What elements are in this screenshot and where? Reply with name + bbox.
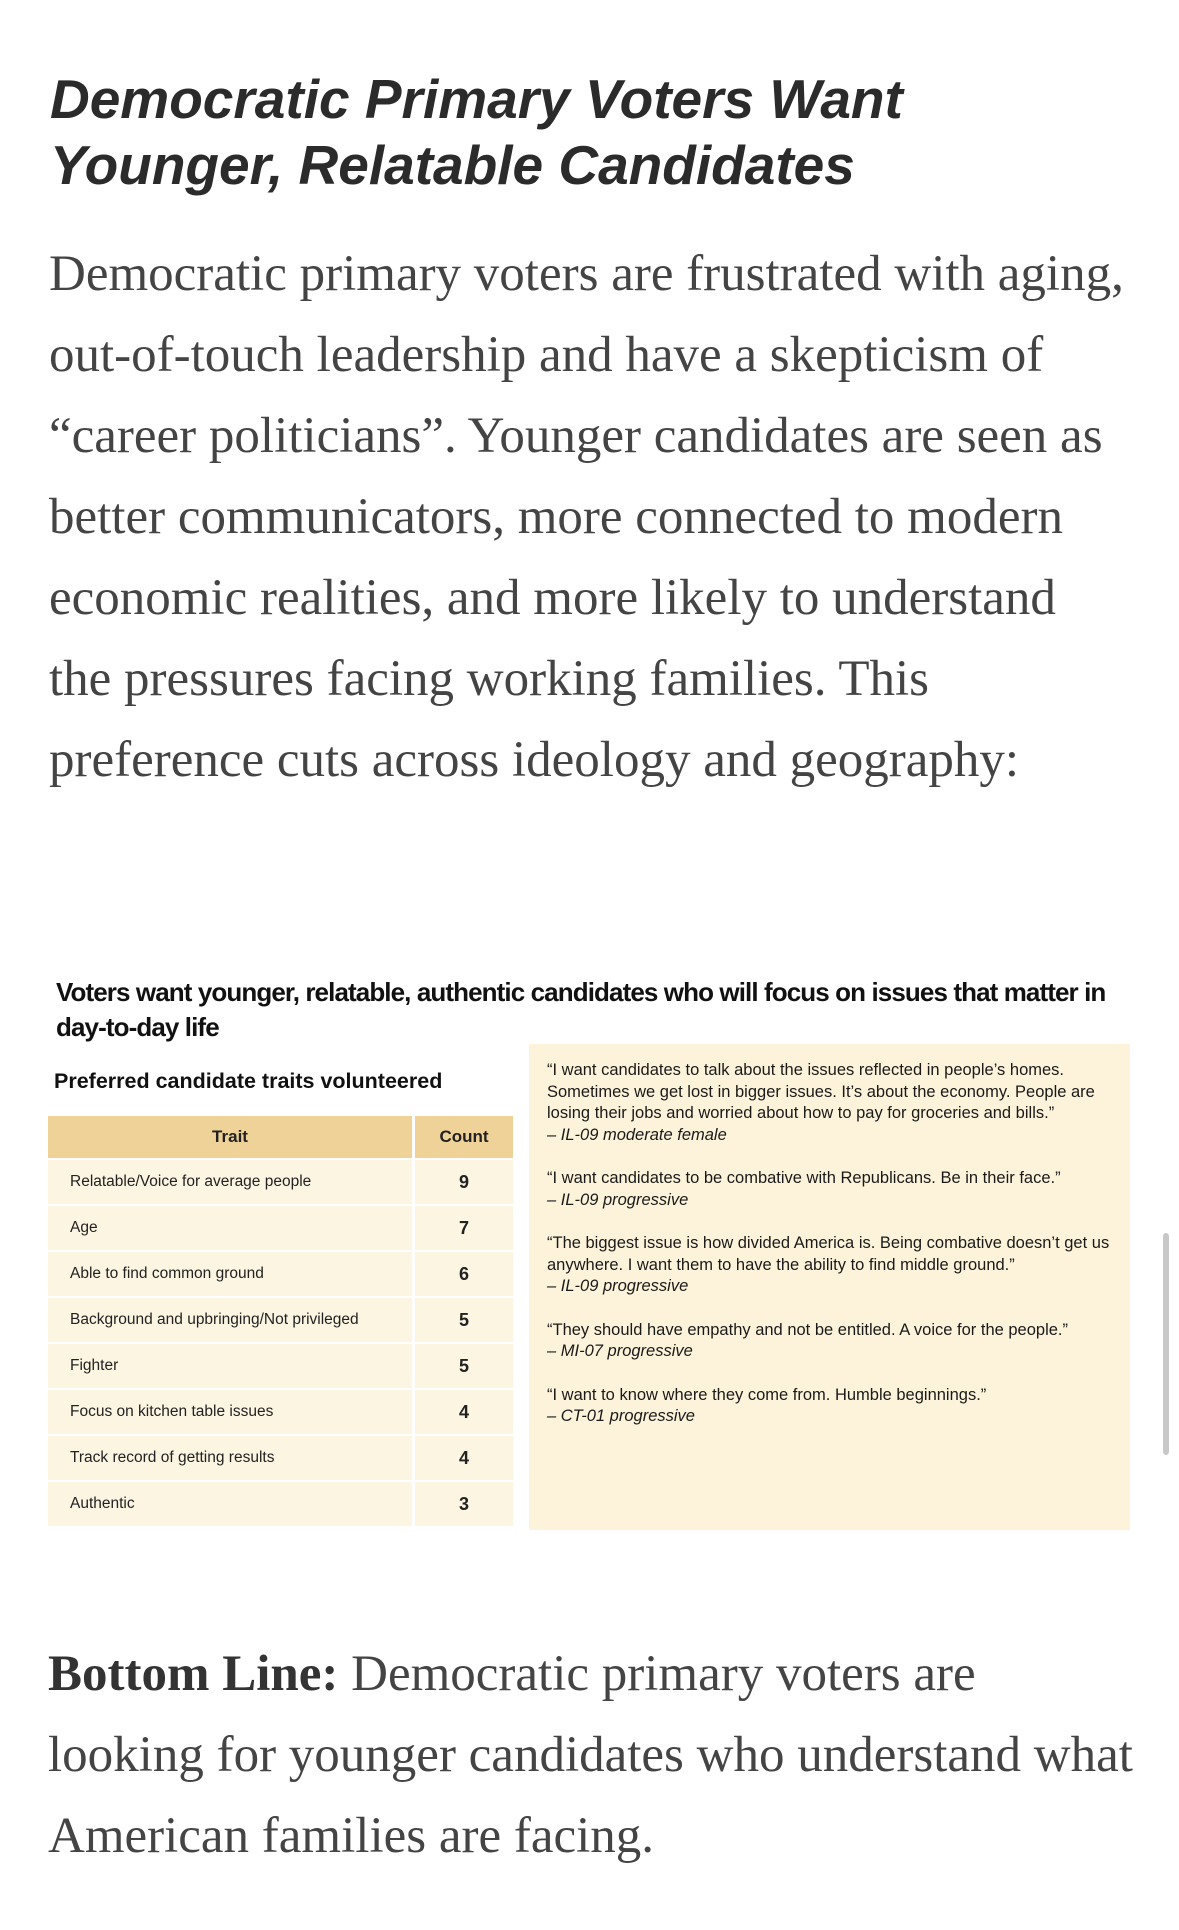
quote-source: – CT-01 progressive	[547, 1407, 695, 1425]
bottom-line-label: Bottom Line:	[48, 1646, 339, 1702]
trait-cell: Background and upbringing/Not privileged	[48, 1298, 415, 1342]
table-title: Preferred candidate traits volunteered	[54, 1069, 443, 1093]
table-row	[48, 1160, 513, 1204]
quote-text: “I want candidates to be combative with Republicans. Be in their face.”	[547, 1169, 1061, 1187]
quote	[547, 1060, 1112, 1146]
trait-cell: Age	[48, 1206, 415, 1250]
page-title: Democratic Primary Voters Want Younger, Relatable Candidates	[50, 68, 903, 196]
table-row	[48, 1252, 513, 1296]
count-cell: 5	[415, 1344, 513, 1388]
quote	[547, 1233, 1112, 1298]
trait-cell: Relatable/Voice for average people	[48, 1160, 415, 1204]
scrollbar-thumb[interactable]	[1163, 1233, 1169, 1455]
quote-text: “They should have empathy and not be entitled. A voice for the people.”	[547, 1320, 1069, 1339]
column-header-trait: Trait	[48, 1116, 415, 1158]
table-row	[48, 1298, 513, 1342]
quotes-panel	[529, 1044, 1130, 1530]
table-header-row	[48, 1116, 513, 1158]
survey-figure	[48, 975, 1130, 1530]
count-cell: 7	[415, 1206, 513, 1250]
bottom-line-text: Democratic primary voters are looking for younger candidates who understand what American families are facing.	[48, 1646, 1133, 1864]
count-cell: 9	[415, 1160, 513, 1204]
trait-cell: Able to find common ground	[48, 1252, 415, 1296]
figure-headline: Voters want younger, relatable, authentic candidates who will focus on issues that matter in day-to-day life	[56, 977, 1106, 1042]
count-cell: 6	[415, 1252, 513, 1296]
count-cell: 4	[415, 1436, 513, 1480]
quote-source: – IL-09 moderate female	[547, 1125, 727, 1144]
quote-source: – IL-09 progressive	[547, 1190, 689, 1209]
quote-source: – MI-07 progressive	[547, 1342, 693, 1360]
trait-cell: Focus on kitchen table issues	[48, 1390, 415, 1434]
quote-text: “I want candidates to talk about the issues reflected in people’s homes. Sometimes we get lost in bigger issues. It’s about the economy. People are losing their jobs and worried about how to pay for groceries and bills.”	[547, 1061, 1095, 1122]
count-cell: 3	[415, 1482, 513, 1526]
traits-table	[48, 1114, 513, 1528]
table-row	[48, 1436, 513, 1480]
table-row	[48, 1482, 513, 1526]
table-row	[48, 1390, 513, 1434]
quote-text: “I want to know where they come from. Humble beginnings.”	[547, 1385, 987, 1404]
column-header-count: Count	[415, 1116, 513, 1158]
quote-source: – IL-09 progressive	[547, 1277, 689, 1295]
bottom-line-paragraph	[48, 1634, 1138, 1877]
trait-cell: Track record of getting results	[48, 1436, 415, 1480]
quote	[547, 1320, 1112, 1363]
intro-paragraph: Democratic primary voters are frustrated with aging, out-of-touch leadership and have a skepticism of “career politicians”. Younger candidates are seen as better communicators, more connected to modern economic realities, and more likely to understand the pressures facing working families. This preference cuts across ideology and geography:	[49, 246, 1124, 788]
table-row	[48, 1344, 513, 1388]
count-cell: 4	[415, 1390, 513, 1434]
count-cell: 5	[415, 1298, 513, 1342]
quote	[547, 1385, 1112, 1428]
quote	[547, 1168, 1112, 1211]
trait-cell: Authentic	[48, 1482, 415, 1526]
quote-text: “The biggest issue is how divided America is. Being combative doesn’t get us anywhere. I want them to have the ability to find middle ground.”	[547, 1234, 1110, 1274]
table-row	[48, 1206, 513, 1250]
trait-cell: Fighter	[48, 1344, 415, 1388]
